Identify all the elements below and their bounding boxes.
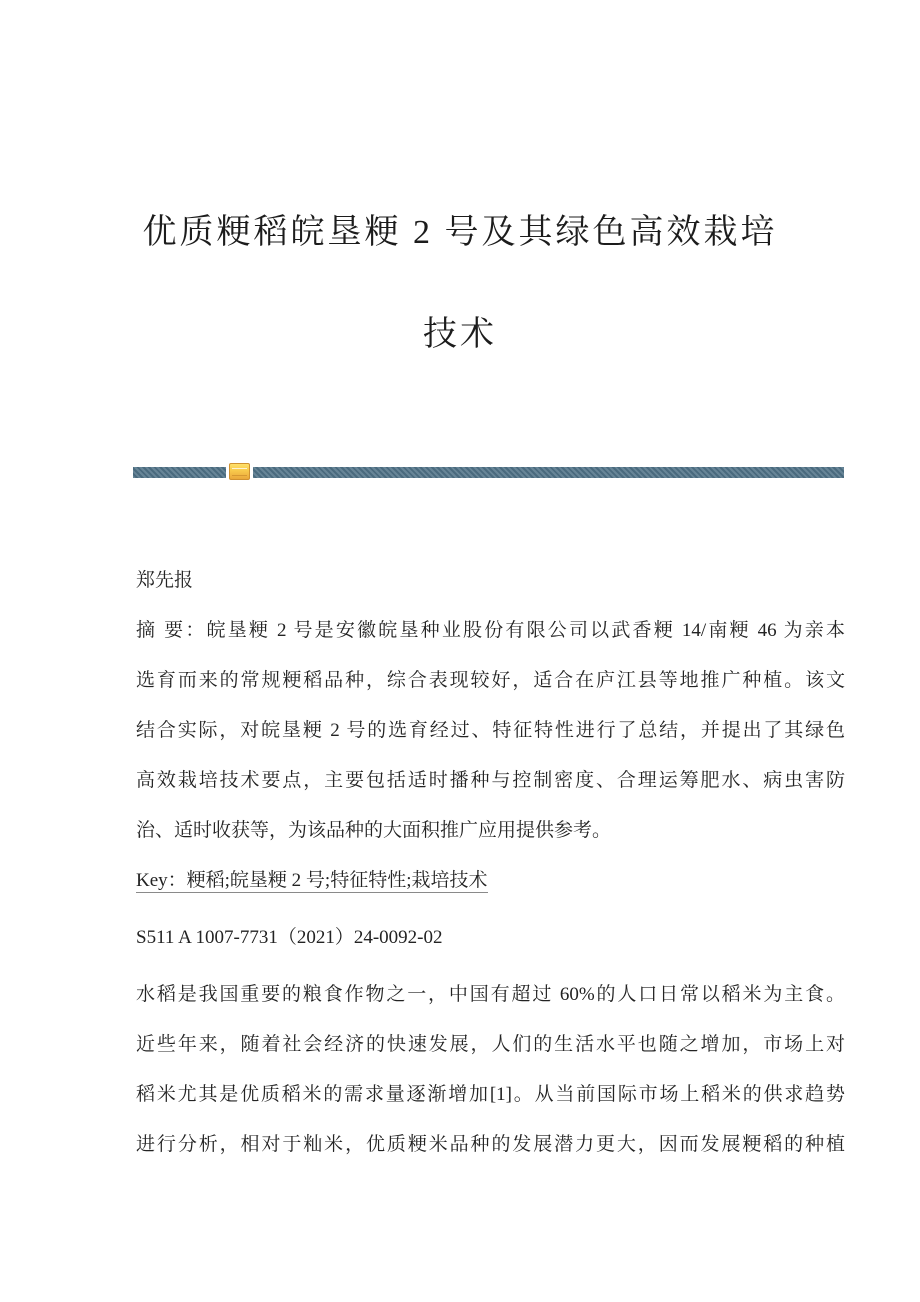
author-name: 郑先报 xyxy=(136,570,194,591)
body-line: 水稻是我国重要的粮食作物之一，中国有超过 60%的人口日常以稻米为主食。 xyxy=(136,984,845,1005)
body-line: 稻米尤其是优质稻米的需求量逐渐增加[1]。从当前国际市场上稻米的供求趋势 xyxy=(136,1084,845,1105)
body-paragraph xyxy=(136,970,845,1170)
paper-title-line-1: 优质粳稻皖垦粳 2 号及其绿色高效栽培 xyxy=(142,214,778,251)
keywords-text: Key：粳稻;皖垦粳 2 号;特征特性;栽培技术 xyxy=(136,870,488,891)
publication-info: S511 A 1007-7731（2021）24-0092-02 xyxy=(136,927,443,948)
section-divider xyxy=(133,467,844,478)
abstract-line: 结合实际，对皖垦粳 2 号的选育经过、特征特性进行了总结，并提出了其绿色 xyxy=(136,720,845,741)
abstract-line: 治、适时收获等，为该品种的大面积推广应用提供参考。 xyxy=(136,820,612,841)
body-line: 近些年来，随着社会经济的快速发展，人们的生活水平也随之增加，市场上对 xyxy=(136,1034,845,1055)
abstract-line: 选育而来的常规粳稻品种，综合表现较好，适合在庐江县等地推广种植。该文 xyxy=(136,670,845,691)
abstract-line: 摘 要：皖垦粳 2 号是安徽皖垦种业股份有限公司以武香粳 14/南粳 46 为亲本 xyxy=(136,620,845,641)
abstract-paragraph xyxy=(136,606,845,856)
keywords-block xyxy=(136,856,845,906)
author-block xyxy=(136,556,845,606)
publication-info-block xyxy=(136,913,845,963)
envelope-icon xyxy=(229,463,250,480)
abstract-line: 高效栽培技术要点，主要包括适时播种与控制密度、合理运筹肥水、病虫害防 xyxy=(136,770,845,791)
paper-title xyxy=(0,182,920,386)
paper-title-line-2: 技术 xyxy=(423,316,497,353)
body-line: 进行分析，相对于籼米，优质粳米品种的发展潜力更大，因而发展粳稻的种植 xyxy=(136,1134,845,1155)
